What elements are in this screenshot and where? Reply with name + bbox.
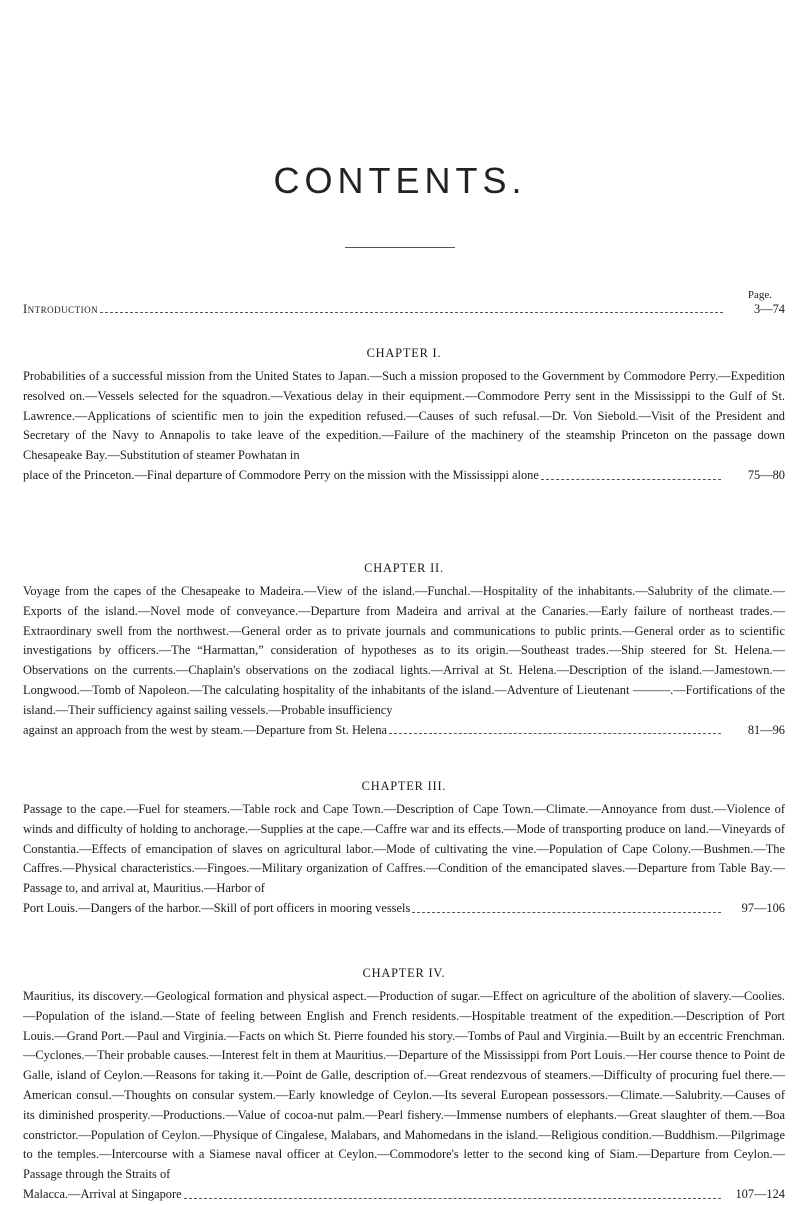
chapter-summary-last-text: Malacca.—Arrival at Singapore [23,1186,182,1201]
chapter-summary-text: Voyage from the capes of the Chesapeake to Madeira.—View of the island.—Funchal.—Hospitality of the inhabitants.—Salubrity of the climate.—Exports of the island.—Novel mode of conveyance.—Departure from Madeira and arrival at the Canaries.—Early failure of northeast trades.—Extraordinary swell from the northwest.—General order as to private journals and communications to public prints.—General order as to scientific investigations by officers.—The “Harmattan,” consideration of hypotheses as to its origin.—Southeast trades.—Ship steered for St. Helena.—Observations on the currents.—Chaplain's observations on the zodiacal lights.—Arrival at St. Helena.—Description of the island.—Jamestown.—Longwood.—Tomb of Napoleon.—The calculating hospitality of the inhabitants of the island.—Adventure of Lieutenant ———.—Fortifications of the island.—Their sufficiency against sailing vessels.—Probable insufficiency [23,584,785,717]
introduction-entry [23,302,785,317]
leader-dots [389,733,721,734]
chapter-summary-last-text: place of the Princeton.—Final departure of Commodore Perry on the mission with the Mississippi alone [23,467,539,482]
chapter-summary-last-line [23,1185,785,1205]
chapter-pages: 97—106 [741,900,785,915]
chapter-summary-text: Probabilities of a successful mission from the United States to Japan.—Such a mission proposed to the Government by Commodore Perry.—Expedition resolved on.—Vessels selected for the squadron.—Vexatious delay in their equipment.—Commodore Perry sent in the Mississippi to the Gulf of St. Lawrence.—Applications of scientific men to join the expedition refused.—Causes of such refusal.—Dr. Von Siebold.—Visit of the President and Secretary of the Navy to Annapolis to take leave of the expedition.—Failure of the machinery of the steamship Princeton on the passage down Chesapeake Bay.—Substitution of steamer Powhatan in [23,369,785,463]
chapter-4-entry [23,966,785,1205]
chapter-summary-last-line [23,721,785,741]
chapter-heading: CHAPTER II. [364,561,444,575]
introduction-pages: 3—74 [754,302,785,316]
chapter-summary-last-line [23,899,785,919]
chapter-heading: CHAPTER I. [366,346,442,360]
chapter-heading: CHAPTER IV. [362,966,446,980]
chapter-summary-text: Mauritius, its discovery.—Geological formation and physical aspect.—Production of sugar.—Effect on agriculture of the abolition of slavery.—Coolies.—Population of the island.—State of feeling between English and French residents.—Hospitable treatment of the expedition.—Description of Port Louis.—Grand Port.—Paul and Virginia.—Facts on which St. Pierre founded his story.—Tombs of Paul and Virginia.—Built by an eccentric Frenchman.—Cyclones.—Their probable causes.—Interest felt in them at Mauritius.—Departure of the Mississippi from Port Louis.—Her course thence to Point de Galle, island of Ceylon.—Reasons for taking it.—Point de Galle, description of.—Great rendezvous of steamers.—Difficulty of procuring fuel there.—American consul.—Thoughts on consular system.—Early knowledge of Ceylon.—Its several European possessors.—Climate.—Salubrity.—Causes of its diminished prosperity.—Productions.—Value of cocoa-nut palm.—Pearl fishery.—Immense numbers of elephants.—Great slaughter of them.—Boa constrictor.—Population of Ceylon.—Physique of Cingalese, Malabars, and Mahomedans in the island.—Religious condition.—Buddhism.—Pilgrimage to the temples.—Intercourse with a Siamese naval officer at Ceylon.—Commodore's letter to the second king of Siam.—Departure from Ceylon.—Passage through the Straits of [23,989,785,1182]
title-divider [345,247,455,248]
page-column-header: Page. [747,289,773,301]
chapter-summary-text: Passage to the cape.—Fuel for steamers.—Table rock and Cape Town.—Description of Cape Town.—Climate.—Annoyance from dust.—Violence of winds and difficulty of holding to anchorage.—Supplies at the cape.—Caffre war and its effects.—Mode of transporting produce on land.—Vineyards of Constantia.—Effects of emancipation of slaves on agricultural labor.—Mode of cultivating the vine.—Population of Cape Colony.—Bushmen.—The Caffres.—Physical characteristics.—Fingoes.—Military organization of Caffres.—Condition of the emancipated slaves.—Departure from Table Bay.—Passage to, and arrival at, Mauritius.—Harbor of [23,802,785,896]
leader-dots [100,312,723,313]
chapter-2-entry [23,561,785,740]
chapter-3-entry [23,779,785,919]
page-title: CONTENTS. [273,160,527,201]
chapter-summary-last-text: against an approach from the west by steam.—Departure from St. Helena [23,722,388,737]
leader-dots [541,479,721,480]
chapter-summary-last-line [23,466,785,486]
chapter-summary [23,987,785,1205]
chapter-1-entry [23,346,785,486]
chapter-summary-last-text: Port Louis.—Dangers of the harbor.—Skill of port officers in mooring vessels [23,900,411,915]
leader-dots [184,1198,721,1199]
chapter-summary [23,582,785,740]
introduction-label: Introduction [23,302,99,316]
chapter-pages: 107—124 [735,1186,785,1201]
chapter-summary [23,367,785,486]
leader-dots [412,912,721,913]
chapter-heading: CHAPTER III. [361,779,447,793]
chapter-pages: 81—96 [747,722,785,737]
chapter-pages: 75—80 [747,467,785,482]
chapter-summary [23,800,785,919]
